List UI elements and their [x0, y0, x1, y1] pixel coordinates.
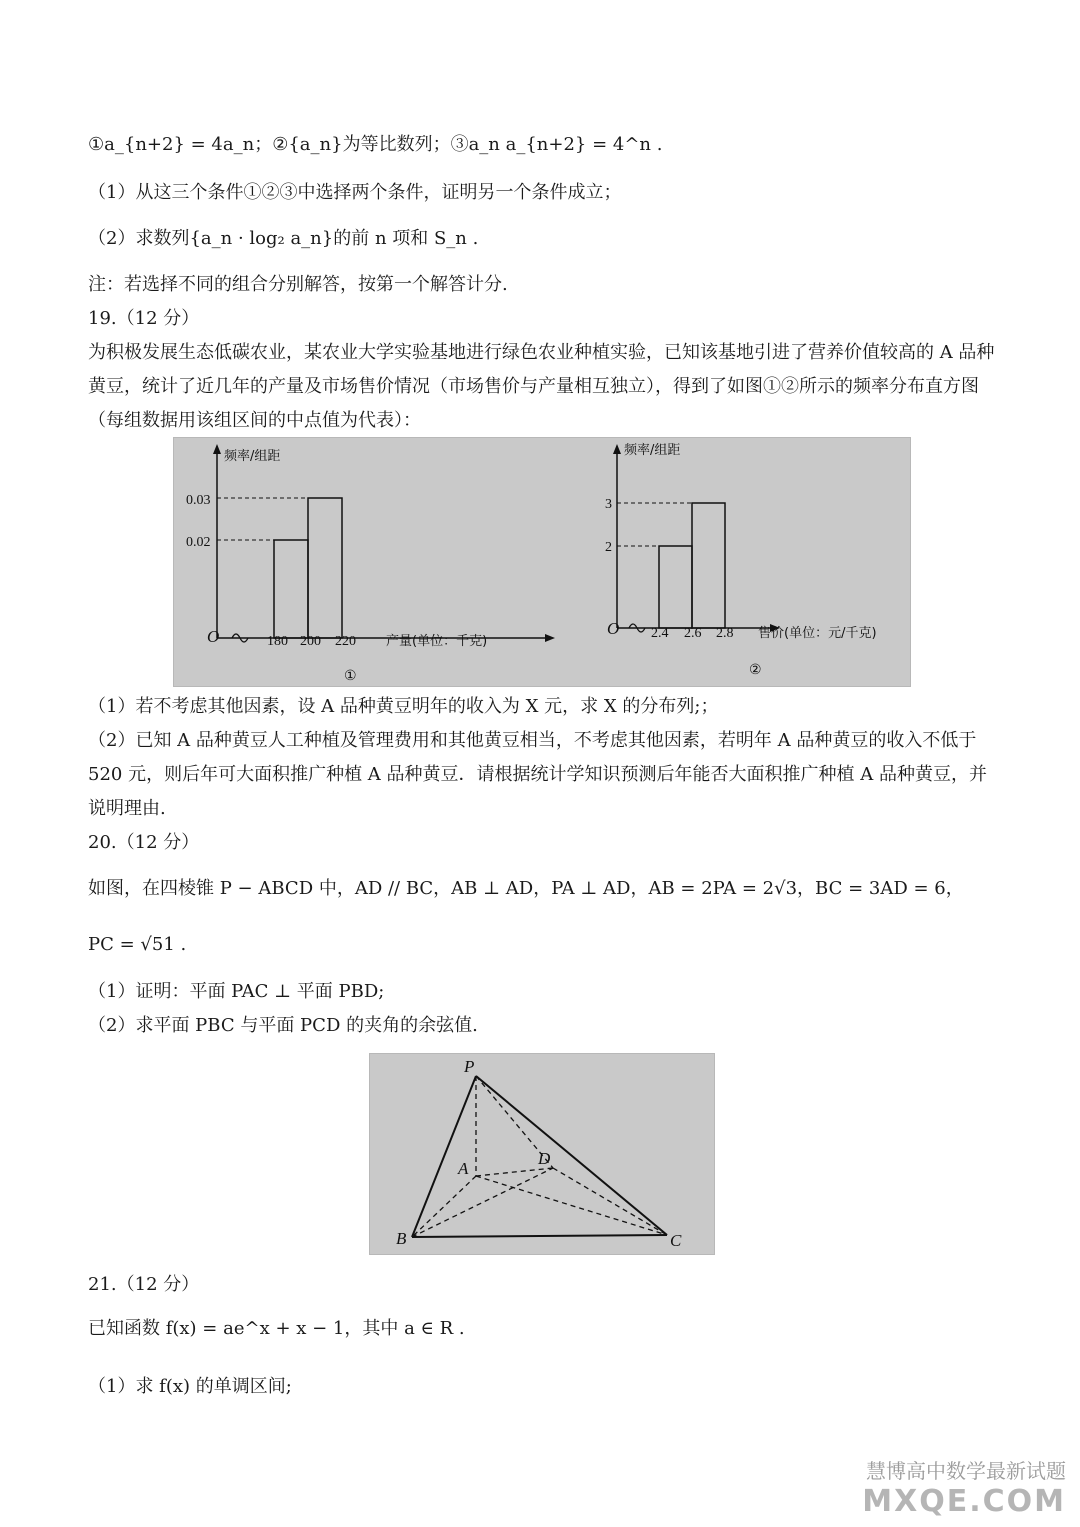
q20-part1: （1）证明：平面 PAC ⊥ 平面 PBD; — [88, 981, 385, 1002]
chart-2 — [605, 442, 877, 678]
diagonal-BD — [412, 1168, 553, 1237]
watermark-text: 慧博高中数学最新试题 — [866, 1459, 1066, 1483]
chart2-xlabel: 售价(单位：元/千克) — [758, 626, 877, 641]
chart2-ytick-3: 3 — [605, 497, 612, 512]
q20-heading: 20.（12 分） — [88, 832, 200, 853]
vertex-A: A — [458, 1159, 469, 1178]
q19-part2: （2）已知 A 品种黄豆人工种植及管理费用和其他黄豆相当，不考虑其他因素，若明年 A 品种黄豆的收入不低于 520 元，则后年可大面积推广种植 A 品种黄豆．请根据统计学知识预测后年能否大面积推广种植 A 品种黄豆，并说明理由. — [88, 730, 987, 819]
chart-1 — [186, 444, 555, 684]
chart1-ylabel: 频率/组距 — [224, 449, 281, 464]
edge-DC — [553, 1168, 667, 1235]
watermark — [860, 1455, 1066, 1519]
edge-BC — [412, 1235, 667, 1237]
chart1-xtick-180: 180 — [267, 634, 288, 649]
q18-note: 注：若选择不同的组合分别解答，按第一个解答计分. — [88, 274, 508, 295]
chart1-bar-180-200 — [274, 540, 308, 638]
edge-PB — [412, 1076, 476, 1237]
chart2-ytick-2: 2 — [605, 540, 612, 555]
diagonal-AC — [476, 1176, 667, 1235]
chart2-origin: O — [607, 619, 620, 638]
chart2-bar-26-28 — [692, 503, 725, 628]
chart2-ylabel: 频率/组距 — [624, 443, 681, 458]
vertex-C: C — [670, 1231, 682, 1250]
q19-body: 为积极发展生态低碳农业，某农业大学实验基地进行绿色农业种植实验，已知该基地引进了营养价值较高的 A 品种黄豆，统计了近几年的产量及市场售价情况（市场售价与产量相互独立），得到了如图①②所示的频率分布直方图（每组数据用该组区间的中点值为代表）： — [88, 342, 995, 431]
edge-AB — [412, 1176, 476, 1237]
chart1-xtick-220: 220 — [335, 634, 356, 649]
chart1-xtick-200: 200 — [300, 634, 321, 649]
edge-AD — [476, 1168, 553, 1176]
q19-part1: （1）若不考虑其他因素，设 A 品种黄豆明年的收入为 X 元，求 X 的分布列;； — [88, 696, 719, 717]
chart1-origin: O — [207, 627, 220, 646]
q21-part1: （1）求 f(x) 的单调区间; — [88, 1376, 292, 1397]
chart1-bar-200-220 — [308, 498, 342, 638]
q21-body: 已知函数 f(x) = ae^x + x − 1，其中 a ∈ R . — [88, 1318, 465, 1339]
chart1-caption: ① — [344, 669, 357, 684]
chart2-xtick-24: 2.4 — [651, 626, 669, 641]
pyramid-figure — [369, 1053, 715, 1255]
chart2-xtick-28: 2.8 — [716, 626, 734, 641]
q20-pc: PC = √51 . — [88, 934, 187, 955]
vertex-D: D — [538, 1149, 551, 1168]
q19-heading: 19.（12 分） — [88, 308, 200, 329]
histogram-figure — [173, 437, 911, 687]
chart1-xlabel: 产量(单位：千克) — [386, 634, 488, 649]
chart2-xtick-26: 2.6 — [684, 626, 702, 641]
vertex-P: P — [464, 1057, 475, 1076]
q21-heading: 21.（12 分） — [88, 1274, 200, 1295]
chart2-caption: ② — [749, 663, 762, 678]
vertex-B: B — [396, 1229, 407, 1248]
condition-line: ①a_{n+2} = 4a_n；②{a_n}为等比数列；③a_n a_{n+2} = 4^n . — [88, 134, 663, 155]
q18-part1: （1）从这三个条件①②③中选择两个条件，证明另一个条件成立； — [88, 182, 622, 203]
q20-body: 如图，在四棱锥 P − ABCD 中，AD // BC，AB ⊥ AD，PA ⊥ AD，AB = 2PA = 2√3，BC = 3AD = 6， — [88, 878, 964, 899]
chart1-ytick-002: 0.02 — [186, 535, 211, 550]
chart2-bar-24-26 — [659, 546, 692, 628]
q18-part2: （2）求数列{a_n · log₂ a_n}的前 n 项和 S_n . — [88, 228, 479, 249]
edge-PC — [476, 1076, 667, 1235]
q20-part2: （2）求平面 PBC 与平面 PCD 的夹角的余弦值. — [88, 1015, 478, 1036]
chart1-ytick-003: 0.03 — [186, 493, 211, 508]
watermark-site: MXQE.COM — [862, 1484, 1066, 1519]
